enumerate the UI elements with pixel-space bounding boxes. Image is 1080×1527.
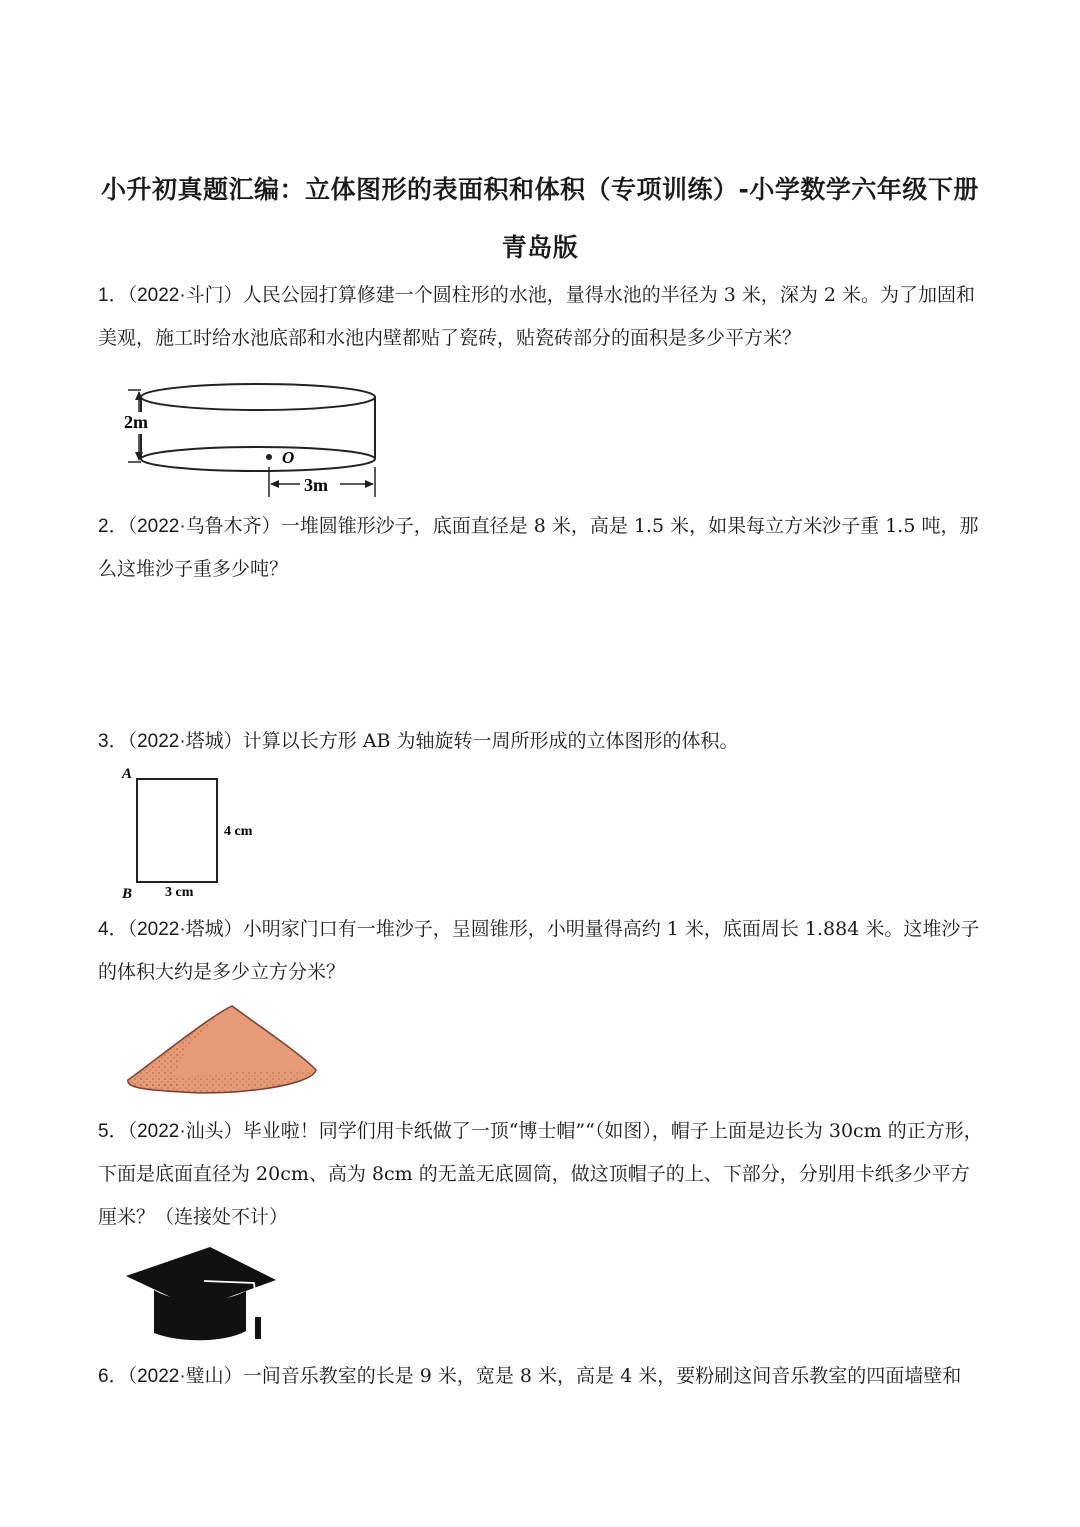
vertex-label-b: B: [122, 886, 133, 902]
question-text: 人民公园打算修建一个圆柱形的水池，量得水池的半径为 3 米，深为 2 米。为了加固和美观，施工时给水池底部和水池内壁都贴了瓷砖，贴瓷砖部分的面积是多少平方米？: [98, 284, 976, 349]
center-point: [266, 454, 272, 460]
question-text: 一堆圆锥形沙子，底面直径是 8 米，高是 1.5 米，如果每立方米沙子重 1.5 吨，那么这堆沙子重多少吨？: [98, 515, 979, 580]
cylinder-bottom-ellipse: [141, 447, 375, 471]
question-number: 4．: [98, 919, 128, 940]
rectangle-figure: [118, 762, 268, 902]
side-label: 4 cm: [224, 824, 253, 839]
cap-board: [126, 1247, 276, 1309]
question-source: （2022·乌鲁木齐）: [127, 516, 281, 537]
radius-arrow-left: [270, 480, 279, 488]
question-4: [98, 908, 988, 994]
question-2: [98, 505, 988, 591]
question-text: 计算以长方形 AB 为轴旋转一周所形成的立体图形的体积。: [242, 730, 739, 752]
radius-arrow-right: [365, 480, 374, 488]
question-number: 2．: [98, 516, 128, 537]
radius-label: 3m: [304, 475, 328, 495]
question-number: 6．: [98, 1366, 128, 1387]
question-1: [98, 274, 988, 360]
question-3: [98, 720, 988, 763]
page-title-line1: 小升初真题汇编：立体图形的表面积和体积（专项训练）-小学数学六年级下册: [101, 175, 979, 204]
question-source: （2022·汕头）: [127, 1121, 243, 1142]
vertex-label-a: A: [122, 766, 133, 782]
question-text: 小明家门口有一堆沙子，呈圆锥形，小明量得高约 1 米，底面周长 1.884 米。这堆沙子的体积大约是多少立方分米？: [98, 918, 980, 983]
question-number: 5．: [98, 1121, 128, 1142]
sand-pile-figure: [122, 1000, 322, 1100]
cap-tassel: [255, 1317, 261, 1339]
center-label: O: [282, 448, 295, 467]
graduation-cap-figure: [124, 1243, 284, 1348]
question-text: 一间音乐教室的长是 9 米，宽是 8 米，高是 4 米，要粉刷这间音乐教室的四面墙壁和: [242, 1365, 962, 1387]
question-number: 1．: [98, 285, 128, 306]
page-title-line2: 青岛版: [501, 233, 579, 262]
question-5: [98, 1110, 988, 1239]
question-source: （2022·塔城）: [127, 919, 243, 940]
cylinder-pool-figure: [118, 372, 388, 502]
question-6: [98, 1355, 988, 1398]
cylinder-top-ellipse: [141, 384, 375, 410]
rectangle-shape: [137, 779, 217, 882]
question-number: 3．: [98, 731, 128, 752]
question-source: （2022·斗门）: [127, 285, 243, 306]
question-source: （2022·塔城）: [127, 731, 243, 752]
bottom-label: 3 cm: [165, 885, 194, 900]
question-text: 毕业啦！同学们用卡纸做了一顶“博士帽”“（如图），帽子上面是边长为 30cm 的正方形，下面是底面直径为 20cm、高为 8cm 的无盖无底圆筒，做这顶帽子的上、下部分，分别用卡纸多少平方厘米？（连接处不计）: [98, 1120, 983, 1228]
question-source: （2022·璧山）: [127, 1366, 243, 1387]
height-label: 2m: [124, 412, 148, 432]
